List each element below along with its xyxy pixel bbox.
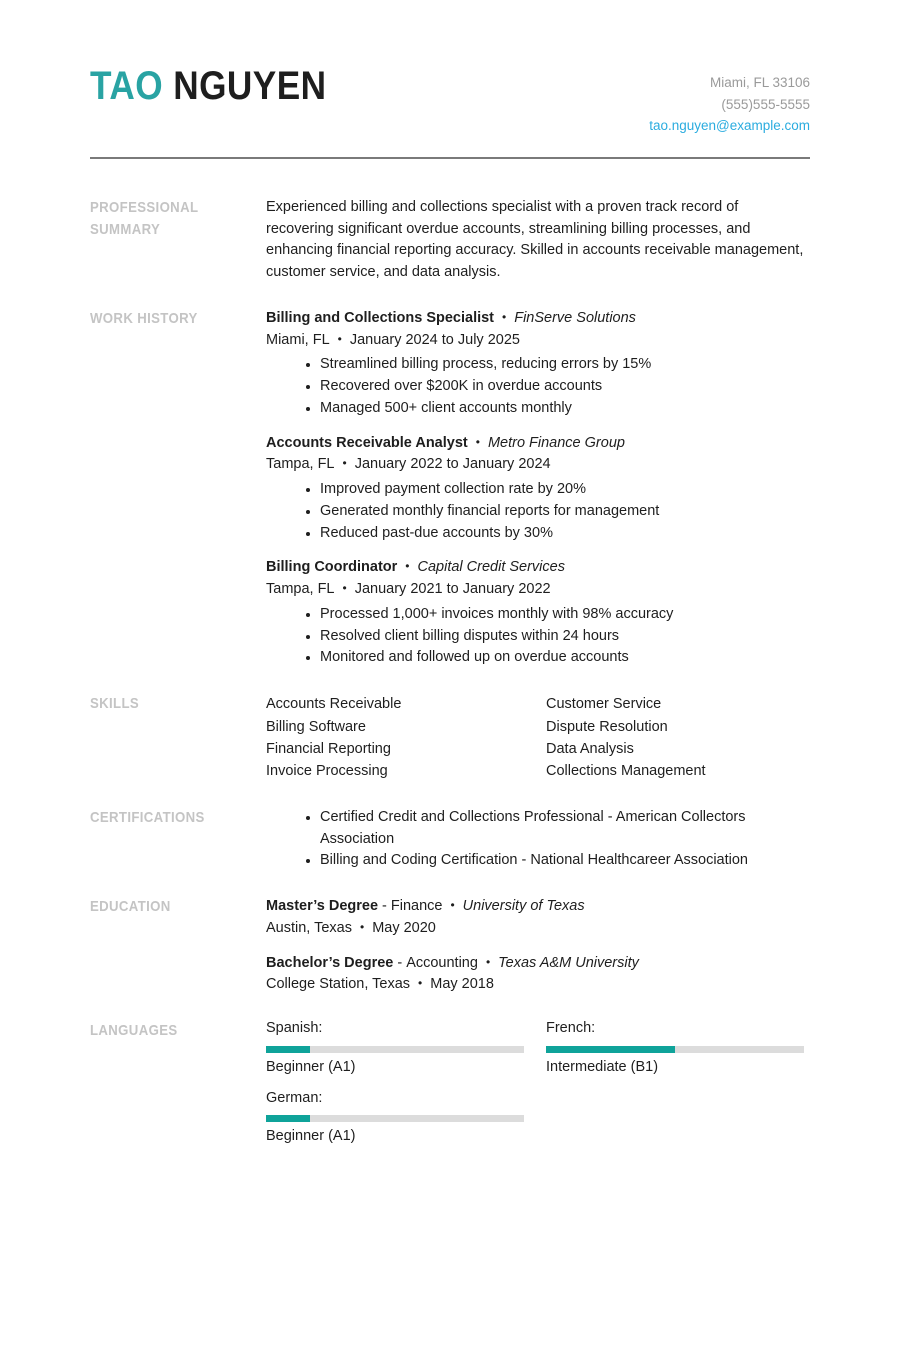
certifications-content: [266, 807, 810, 872]
job-title: Billing and Collections Specialist: [266, 309, 495, 326]
job-bullet: • Improved payment collection rate by 20%: [320, 479, 810, 501]
language-progress-fill: [546, 1046, 675, 1053]
contact-email-link[interactable]: tao.nguyen@example.com: [649, 118, 810, 134]
job-location: Tampa, FL: [266, 581, 335, 598]
language-french: [546, 1020, 810, 1076]
job-title: Accounts Receivable Analyst: [266, 434, 468, 451]
education-school: Texas A&M University: [498, 954, 639, 971]
contact-location: Miami, FL 33106: [709, 75, 810, 90]
dot-separator: •: [485, 954, 491, 969]
job-bullet-list: [266, 479, 810, 544]
education-date: May 2020: [372, 919, 436, 936]
language-level: Intermediate (B1): [546, 1058, 659, 1075]
job-company: Capital Credit Services: [417, 559, 565, 576]
language-german: [266, 1090, 546, 1146]
language-spanish: [266, 1020, 546, 1076]
skill-item: Dispute Resolution: [546, 718, 668, 735]
contact-info: [649, 72, 810, 137]
job-dates: January 2022 to January 2024: [354, 456, 551, 473]
job-company: FinServe Solutions: [514, 309, 636, 326]
language-progress-fill: [266, 1115, 310, 1122]
section-certifications: [90, 807, 810, 872]
job-entry-1: [266, 308, 810, 420]
certifications-label: CERTIFICATIONS: [90, 808, 205, 826]
professional-summary-content: [266, 197, 810, 284]
skill-item: Data Analysis: [546, 740, 634, 757]
work-history-label: WORK HISTORY: [90, 309, 198, 327]
language-name: Spanish:: [266, 1020, 323, 1037]
skills-column-1: [266, 693, 546, 783]
skill-item: Financial Reporting: [266, 740, 391, 757]
job-bullet-list: [266, 604, 810, 669]
work-history-content: [266, 308, 810, 669]
job-bullet: • Generated monthly financial reports for management: [320, 501, 810, 523]
education-meta-line: [266, 918, 810, 940]
job-dates: January 2021 to January 2022: [354, 581, 551, 598]
certification-list: [266, 807, 810, 872]
job-bullet: • Reduced past-due accounts by 30%: [320, 523, 810, 545]
language-progress-bar: [266, 1115, 524, 1122]
job-bullet-list: [266, 354, 810, 419]
section-professional-summary: [90, 197, 810, 284]
job-title-line: [266, 557, 810, 579]
job-bullet: • Processed 1,000+ invoices monthly with 98% accuracy: [320, 604, 810, 626]
dot-separator: •: [342, 581, 347, 596]
education-entry-1: [266, 896, 810, 940]
skill-item: Accounts Receivable: [266, 696, 402, 713]
education-degree-line: [266, 953, 810, 975]
job-entry-3: [266, 557, 810, 669]
language-name: German:: [266, 1089, 323, 1106]
language-name: French:: [546, 1020, 596, 1037]
education-field: Finance: [390, 898, 443, 915]
language-level: Beginner (A1): [266, 1128, 356, 1145]
section-education: [90, 896, 810, 996]
section-work-history: [90, 308, 810, 669]
dot-separator: •: [502, 309, 507, 324]
professional-summary-label: PROFESSIONAL SUMMARY: [90, 198, 199, 239]
job-location: Miami, FL: [266, 331, 330, 348]
dot-separator: •: [450, 898, 455, 913]
education-degree: Bachelor’s Degree: [266, 954, 394, 971]
certification-item: • Billing and Coding Certification - National Healthcareer Association: [320, 850, 810, 872]
section-skills: [90, 693, 810, 783]
dot-separator: •: [337, 331, 342, 346]
job-dates: January 2024 to July 2025: [349, 331, 520, 348]
skill-item: Billing Software: [266, 718, 366, 735]
language-progress-fill: [266, 1046, 310, 1053]
education-location: Austin, Texas: [266, 919, 352, 936]
job-bullet: • Monitored and followed up on overdue accounts: [320, 647, 810, 669]
candidate-first-name: TAO: [90, 64, 164, 108]
education-date: May 2018: [430, 976, 494, 993]
summary-text: Experienced billing and collections specialist with a proven track record of recovering significant overdue accounts, streamlining billing processes, and enhancing financial reporting accuracy. Skilled in accounts receivable management, customer service, and data analysis.: [266, 198, 804, 281]
job-bullet: • Recovered over $200K in overdue accounts: [320, 376, 810, 398]
skills-column-2: [546, 693, 810, 783]
job-bullet: • Resolved client billing disputes within 24 hours: [320, 626, 810, 648]
job-entry-2: [266, 433, 810, 545]
education-field: Accounting: [406, 954, 478, 971]
contact-phone: (555)555-5555: [721, 96, 810, 112]
candidate-name: [90, 64, 326, 108]
job-meta-line: [266, 330, 810, 352]
skills-content: [266, 693, 810, 783]
skill-item: Invoice Processing: [266, 763, 388, 780]
job-location: Tampa, FL: [266, 456, 335, 473]
education-entry-2: [266, 953, 810, 997]
header-divider: [90, 157, 810, 159]
skill-item: Customer Service: [546, 696, 662, 713]
skills-label: SKILLS: [90, 695, 140, 713]
education-label: EDUCATION: [90, 898, 171, 916]
dash-separator: -: [397, 954, 403, 971]
language-progress-bar: [546, 1046, 804, 1053]
education-school: University of Texas: [462, 898, 585, 915]
job-bullet: • Streamlined billing process, reducing errors by 15%: [320, 354, 810, 376]
dot-separator: •: [418, 976, 423, 991]
education-degree-line: [266, 896, 810, 918]
job-title-line: [266, 308, 810, 330]
candidate-last-name: NGUYEN: [173, 64, 327, 108]
language-progress-bar: [266, 1046, 524, 1053]
language-level: Beginner (A1): [266, 1058, 356, 1075]
resume-header: [90, 58, 810, 137]
job-meta-line: [266, 454, 810, 476]
dot-separator: •: [475, 434, 480, 449]
dot-separator: •: [342, 456, 347, 471]
job-meta-line: [266, 579, 810, 601]
job-title-line: [266, 433, 810, 455]
certification-item: • Certified Credit and Collections Professional - American Collectors Association: [320, 807, 810, 851]
job-bullet: • Managed 500+ client accounts monthly: [320, 398, 810, 420]
section-languages: [90, 1020, 810, 1146]
job-company: Metro Finance Group: [487, 434, 625, 451]
skill-item: Collections Management: [546, 763, 706, 780]
dash-separator: -: [382, 898, 387, 915]
education-degree: Master’s Degree: [266, 898, 379, 915]
skills-grid: [266, 693, 810, 783]
education-location: College Station, Texas: [266, 976, 411, 993]
education-content: [266, 896, 810, 996]
dot-separator: •: [359, 919, 365, 934]
languages-content: [266, 1020, 810, 1146]
languages-label: LANGUAGES: [90, 1022, 178, 1040]
job-title: Billing Coordinator: [266, 559, 398, 576]
languages-grid: [266, 1020, 810, 1146]
dot-separator: •: [405, 559, 410, 574]
education-meta-line: [266, 974, 810, 996]
